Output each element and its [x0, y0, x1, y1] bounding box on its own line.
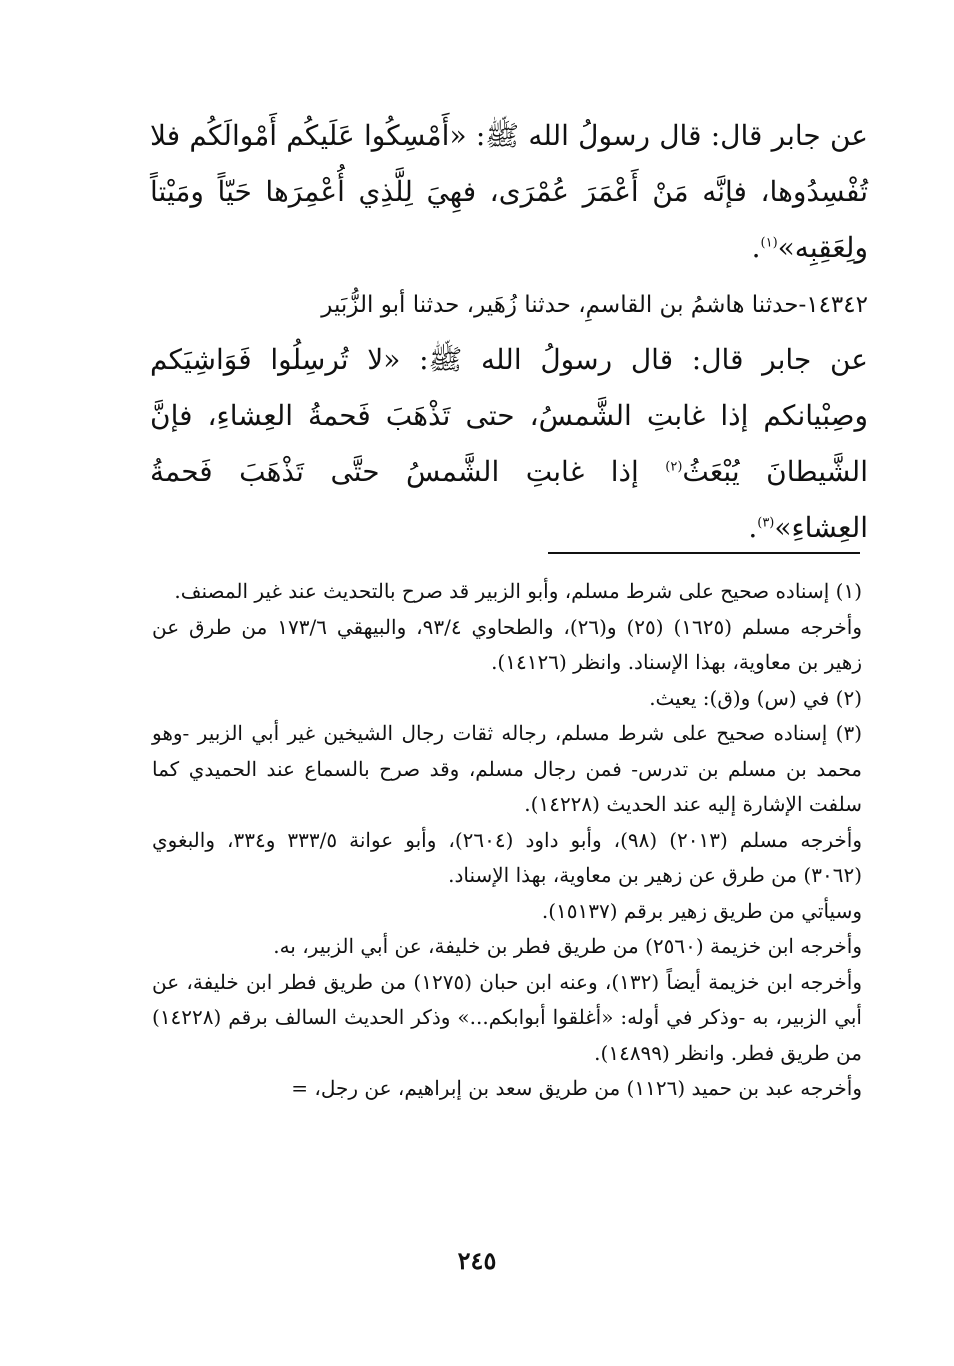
footnote-item: وأخرجه مسلم (١٦٢٥) (٢٥) و(٢٦)، والطحاوي ٩٣/٤، والبيهقي ١٧٣/٦ من طرق عن زهير بن معاوية، بهذا الإسناد. وانظر (١٤١٢٦). — [152, 614, 863, 674]
hadith-1-period: . — [751, 231, 761, 264]
hadith-2-text-a: عن جابر قال: قال رسولُ الله ﷺ: «لا تُرسِلُوا فَوَاشِيَكم وصِبْيانكم إذا غابتِ الشَّمسُ، حتى تَذْهَبَ فَحمةُ العِشاءِ، فإنَّ الشَّيطانَ يُبْعَثُ — [150, 343, 868, 488]
hadith-2-text-b: إذا غابتِ الشَّمسُ حتَّى تَذْهَبَ فَحمةُ العِشاءِ» — [150, 455, 868, 544]
footnote-item: (١) إسناده صحيح على شرط مسلم، وأبو الزبير قد صرح بالتحديث عند غير المصنف. — [174, 579, 862, 603]
footnote-item: وأخرجه مسلم (٢٠١٣) (٩٨)، وأبو داود (٢٦٠٤)، وأبو عوانة ٣٣٣/٥ و٣٣٤، والبغوي (٣٠٦٢) من طرق عن زهير بن معاوية، بهذا الإسناد. — [152, 827, 863, 887]
footnote-separator — [548, 552, 860, 554]
hadith-paragraph-1 — [150, 108, 868, 276]
page-number: ٢٤٥ — [457, 1246, 497, 1275]
hadith-2-period: . — [748, 511, 758, 544]
footnote-ref-2: (٢) — [665, 459, 683, 475]
footnote-ref-1: (١) — [760, 235, 778, 251]
footnote-item: وأخرجه عبد بن حميد (١١٢٦) من طريق سعد بن إبراهيم، عن رجل، = — [291, 1076, 862, 1100]
footnote-item: وسيأتي من طريق زهير برقم (١٥١٣٧). — [541, 898, 862, 923]
footnote-item: وأخرجه ابن خزيمة أيضاً (١٣٢)، وعنه ابن حبان (١٢٧٥) من طريق فطر ابن خليفة، عن أبي الزبير، به -وذكر في أوله: «أغلقوا أبوابكم...» وذكر الحديث السالف برقم (١٤٢٢٨) من طريق فطر. وانظر (١٤٨٩٩). — [152, 969, 862, 1065]
hadith-1-text: عن جابر قال: قال رسولُ الله ﷺ: «أَمْسِكُوا عَلَيكُم أَمْوالَكُم فلا تُفْسِدُوها، فإنَّه مَنْ أَعْمَرَ عُمْرَى، فهِيَ لِلَّذِي أُعْمِرَها حَيّاً ومَيْتاً ولِعَقِبِه» — [150, 119, 868, 264]
hadith-isnad-heading: ١٤٣٤٢-حدثنا هاشمُ بن القاسمِ، حدثنا زُهَير، حدثنا أبو الزُّبَير — [321, 292, 868, 318]
footnote-ref-3: (٣) — [757, 515, 775, 531]
footnote-item: (٢) في (س) و(ق): يعيث. — [649, 685, 862, 710]
footnote-item: (٣) إسناده صحيح على شرط مسلم، رجاله ثقات رجال الشيخين غير أبي الزبير -وهو محمد بن مسلم بن تدرس- فمن رجال مسلم، وقد صرح بالسماع عند الحميدي كما سلفت الإشارة إليه عند الحديث (١٤٢٢٨). — [152, 721, 862, 816]
footnote-item: وأخرجه ابن خزيمة (٢٥٦٠) من طريق فطر بن خليفة، عن أبي الزبير، به. — [273, 934, 862, 958]
main-text — [150, 108, 868, 556]
hadith-paragraph-2 — [150, 332, 868, 556]
footnotes — [152, 574, 862, 1107]
